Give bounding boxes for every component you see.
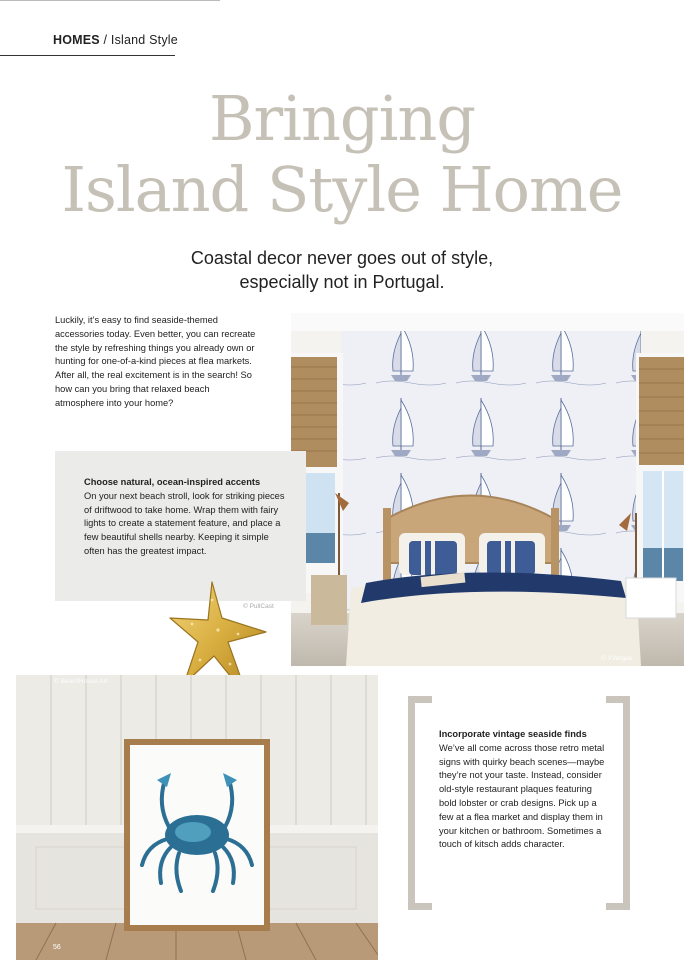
top-rule (0, 0, 220, 1)
page-title-line2: Island Style Home (61, 153, 623, 226)
callout-vintage-finds-title: Incorporate vintage seaside finds (439, 729, 587, 739)
subtitle (0, 246, 684, 294)
breadcrumb-subsection: Island Style (110, 33, 178, 47)
callout-vintage-finds-body: We’ve all come across those retro metal signs with quirky beach scenes—maybe they’re not your taste. Instead, consider old-style restaurant plaques featuring bold lobster or crab designs. Pick up a few at a flea market and display them in your kitchen or bathroom. Sometimes a touch of kitsch adds character. (439, 742, 605, 850)
bedroom-illustration (291, 313, 684, 666)
intro-paragraph: Luckily, it’s easy to find seaside-themed accessories today. Even better, you can recreate the style by refreshing things you already own or hunting for one-of-a-kind pieces at flea markets. After all, the real excitement is in the search! So how can you bring that relaxed beach atmosphere into your home? (55, 315, 256, 408)
page-title-line1: Bringing (208, 82, 476, 155)
breadcrumb-separator: / (103, 33, 108, 47)
crab-illustration (16, 675, 378, 960)
subtitle-line1: Coastal decor never goes out of style, (190, 248, 494, 268)
page-number: 56 (53, 944, 61, 951)
page-title (0, 84, 684, 226)
callout-natural-accents (55, 451, 306, 601)
callout-natural-accents-body: On your next beach stroll, look for striking pieces of driftwood to take home. Wrap them with fairy lights to create a statement feature, and place a few beautiful shells nearby. Keeping it simple often has the greatest impact. (84, 490, 285, 556)
breadcrumb-section: HOMES (53, 33, 100, 47)
bedroom-photo (291, 313, 684, 666)
bracket-left (408, 696, 432, 910)
bedroom-photo-credit: © XVargas (600, 655, 632, 662)
starfish-photo-credit: © PullCast (243, 603, 274, 610)
subtitle-line2: especially not in Portugal. (239, 272, 445, 292)
callout-natural-accents-title: Choose natural, ocean-inspired accents (84, 477, 261, 487)
crab-photo (16, 675, 378, 960)
crab-photo-credit: © BeachHouse Art (54, 678, 108, 685)
bracket-right (606, 696, 630, 910)
breadcrumb (53, 33, 178, 47)
callout-vintage-finds (439, 728, 607, 852)
breadcrumb-rule (0, 55, 175, 56)
